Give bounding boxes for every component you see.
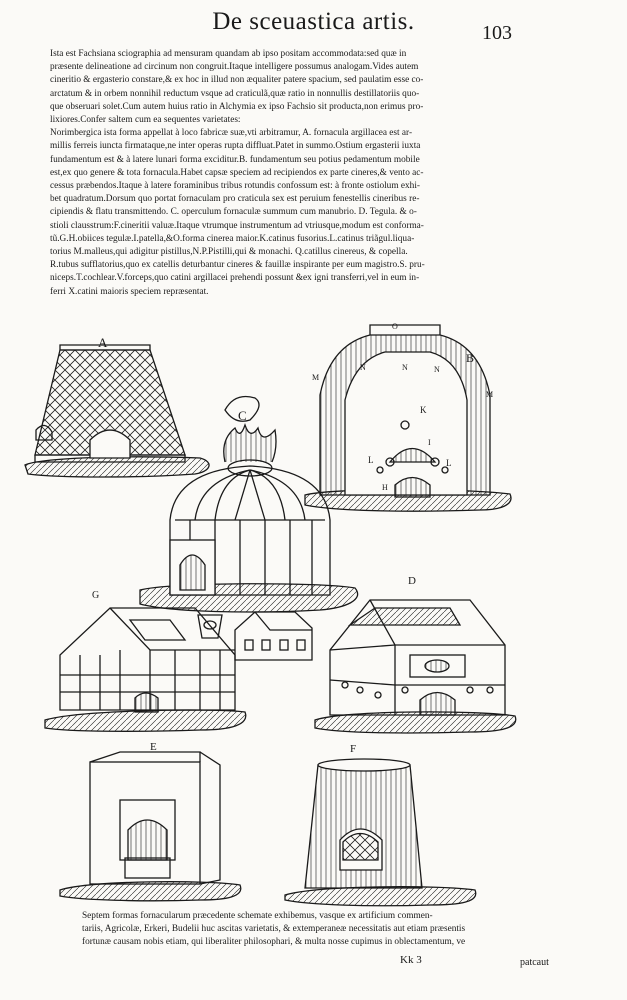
furnace-d <box>315 600 516 733</box>
label-l-right: L <box>446 458 452 468</box>
text-line: tũ.G.H.obiices tegulæ.I.patella,&O.forma cinerea maior.K.catinus fusorius.L.catinus triãgul.liqua- <box>50 233 415 244</box>
label-c: C <box>238 408 247 423</box>
label-h: H <box>382 483 388 492</box>
text-line: cineritio & ergasterio constare,& ex hoc in illud non æqualiter patere spacium, sed paulatim esse co- <box>50 75 424 86</box>
label-k: K <box>420 405 427 415</box>
text-line: præsente delineatione ad circinum non congruit.Itaque intelligere possumus analogam.Vides autem <box>50 62 419 73</box>
text-line: ferri X.catini maioris speciem repræsentat. <box>50 286 209 297</box>
furnace-woodcut <box>0 315 627 915</box>
label-n-1: N <box>360 363 366 372</box>
body-text <box>50 48 572 299</box>
text-line: que obseruari solet.Cum autem huius ratio in Alchymia ex ipso Fachsio sit producta,non erimus pro- <box>50 101 424 112</box>
text-line: lixiores.Confer saltem cum ea sequentes varietates: <box>50 115 241 126</box>
page-title: De sceuastica artis. <box>212 8 415 35</box>
label-n-3: N <box>434 365 440 374</box>
figure-caption <box>82 910 552 949</box>
catchword: patcaut <box>520 957 549 968</box>
small-pots <box>198 612 312 660</box>
text-line: fundamentum est & à latere lunari forma exciditur.B. fundamentum seu potius pedamentum mobile <box>50 154 420 165</box>
label-a: A <box>98 335 108 350</box>
label-f: F <box>350 743 357 755</box>
text-line: torius M.malleus,qui adigitur pistillus,N.P.Pistilli,qui & monachi. Q.catillus cinereus, & copella. <box>50 247 408 258</box>
text-line: Norimbergica ista forma appellat à loco fabricæ suæ,vti arbitramur, A. fornacula argillacea est ar- <box>50 128 413 139</box>
text-line: bet quadratum.Dorsum quo portat fornaculam pro craticula sex est peruium fenestellis cineribus re- <box>50 194 420 205</box>
label-e: E <box>150 741 157 753</box>
label-b: B <box>466 351 475 365</box>
label-m-right: M <box>486 390 494 399</box>
furnace-a <box>25 345 209 477</box>
label-o: O <box>392 322 398 331</box>
furnace-b <box>305 325 511 511</box>
label-m-left: M <box>312 373 320 382</box>
caption-line: fortunæ causam nobis etiam, qui liberaliter philosophari, & multa nosse cupimus in oblectamentum, ve <box>82 937 466 947</box>
label-g: G <box>92 590 100 601</box>
text-line: arctatum & in orbem nonnihil reductum vsque ad craticulã,quæ ratio in nonnullis destillatoriis quo- <box>50 88 420 99</box>
caption-line: tariis, Agricolæ, Erkeri, Budelii huc ascitas varietatis, & extemperaneæ necessitatis aut etiam præsentis <box>82 924 466 934</box>
text-line: Ista est Fachsiana sciographia ad mensuram quandam ab ipso positam accommodata:sed quæ in <box>50 49 407 59</box>
text-line: est,ex quo genere & tota fornacula.Habet capsæ speciem ad recipiendos ex parte cineres,& vento ac- <box>50 167 424 178</box>
furnace-e <box>60 752 241 901</box>
signature-mark: Kk 3 <box>400 954 422 966</box>
label-i: I <box>428 438 431 447</box>
label-d: D <box>408 575 416 587</box>
text-line: niceps.T.cochlear.V.forceps,quo catini argillacei prehendi possunt &ex igni transferri,vel in eum in- <box>50 273 420 284</box>
text-line: cessus præbendos.Itaque à latere foraminibus tribus rotundis confossum est: à fronte ostiolum exhi- <box>50 181 420 192</box>
page-number: 103 <box>482 22 512 44</box>
text-line: millis ferreis iuncta firmataque,ne inter operas rupta diffluat.Patet in summo.Ostium ergasterii iuxta <box>50 141 421 152</box>
caption-line: Septem formas fornacularum præcedente schemate exhibemus, vasque ex artificium commen- <box>82 911 433 921</box>
text-line: cipiendis & flatu transmittendo. C. operculum fornaculæ summum cum manubrio. D. Tegula. & o- <box>50 207 417 218</box>
text-line: R.tubus sufflatorius,quo ex catellis deturbantur cineres & fauillæ inspirante per eum magistro.S. pru- <box>50 260 425 271</box>
label-n-2: N <box>402 363 408 372</box>
furnace-f <box>285 759 476 906</box>
text-line: stioli clausstrum:F.cineritii valuæ.Itaque vtrumque instrumentum ad vtriusque,modum est conforma- <box>50 220 424 231</box>
label-l-left: L <box>368 455 374 465</box>
